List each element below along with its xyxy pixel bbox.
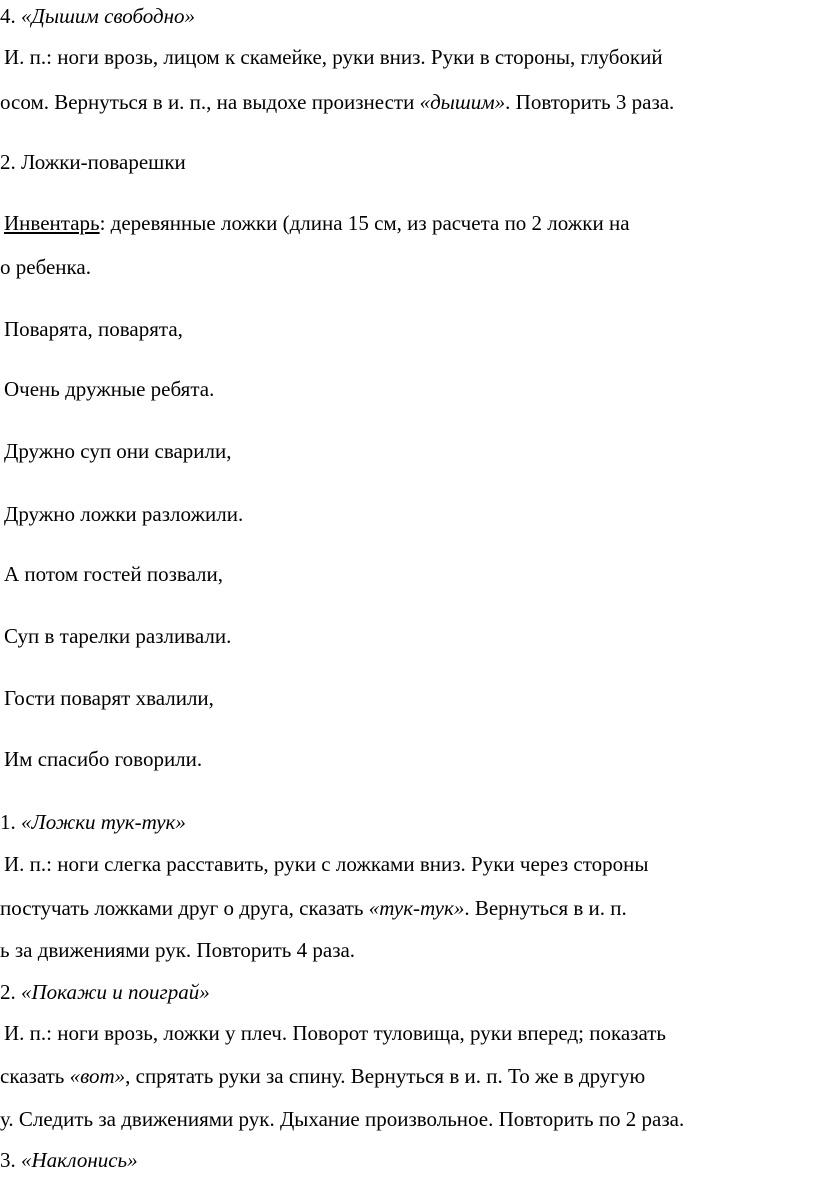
section-2-title: 2. Ложки-поварешки bbox=[0, 150, 186, 174]
exercise-number: 3. bbox=[0, 1148, 21, 1172]
exercise-1-title bbox=[0, 810, 186, 834]
text-run: постучать ложками друг о друга, сказать bbox=[0, 896, 369, 920]
exercise-2-title bbox=[0, 980, 210, 1004]
exercise-2-line-2 bbox=[0, 1064, 645, 1088]
italic-phrase: «тук-тук» bbox=[368, 896, 465, 920]
poem-line: Гости поварят хвалили, bbox=[4, 686, 214, 710]
poem-line: Суп в тарелки разливали. bbox=[4, 624, 232, 648]
exercise-1-line-2 bbox=[0, 896, 627, 920]
poem-line: Поварята, поварята, bbox=[4, 317, 183, 341]
exercise-2-line-3: у. Следить за движениями рук. Дыхание произвольное. Повторить по 2 раза. bbox=[0, 1107, 685, 1131]
exercise-2-line-1: И. п.: ноги врозь, ложки у плеч. Поворот туловища, руки вперед; показать bbox=[4, 1021, 667, 1045]
text-run: . Повторить 3 раза. bbox=[505, 90, 675, 114]
exercise-name: «Наклонись» bbox=[21, 1148, 138, 1172]
inventory-line-2: о ребенка. bbox=[0, 255, 91, 279]
exercise-4-title bbox=[0, 4, 195, 28]
exercise-4-line-2 bbox=[0, 90, 674, 114]
text-run: . Вернуться в и. п. bbox=[464, 896, 627, 920]
exercise-name: «Покажи и поиграй» bbox=[21, 980, 210, 1004]
exercise-name: «Дышим свободно» bbox=[21, 4, 196, 28]
exercise-4-line-1: И. п.: ноги врозь, лицом к скамейке, руки вниз. Руки в стороны, глубокий bbox=[4, 45, 663, 69]
inventory-text: : деревянные ложки (длина 15 см, из расчета по 2 ложки на bbox=[99, 211, 630, 235]
inventory-label: Инвентарь bbox=[4, 211, 100, 235]
exercise-3-title bbox=[0, 1148, 138, 1172]
poem-line: Очень дружные ребята. bbox=[4, 377, 215, 401]
text-run: осом. Вернуться в и. п., на выдохе произнести bbox=[0, 90, 420, 114]
poem-line: Дружно суп они сварили, bbox=[4, 439, 232, 463]
text-run: сказать bbox=[0, 1064, 70, 1088]
text-run: , спрятать руки за спину. Вернуться в и. п. То же в другую bbox=[125, 1064, 646, 1088]
exercise-1-line-1: И. п.: ноги слегка расставить, руки с ложками вниз. Руки через стороны bbox=[4, 852, 649, 876]
italic-phrase: «вот» bbox=[69, 1064, 126, 1088]
exercise-1-line-3: ь за движениями рук. Повторить 4 раза. bbox=[0, 938, 356, 962]
exercise-name: «Ложки тук-тук» bbox=[21, 810, 186, 834]
exercise-number: 4. bbox=[0, 4, 21, 28]
inventory-line-1 bbox=[4, 211, 630, 235]
exercise-number: 1. bbox=[0, 810, 21, 834]
poem-line: Дружно ложки разложили. bbox=[4, 502, 244, 526]
exercise-number: 2. bbox=[0, 980, 21, 1004]
italic-phrase: «дышим» bbox=[419, 90, 506, 114]
poem-line: Им спасибо говорили. bbox=[4, 747, 203, 771]
poem-line: А потом гостей позвали, bbox=[4, 562, 223, 586]
